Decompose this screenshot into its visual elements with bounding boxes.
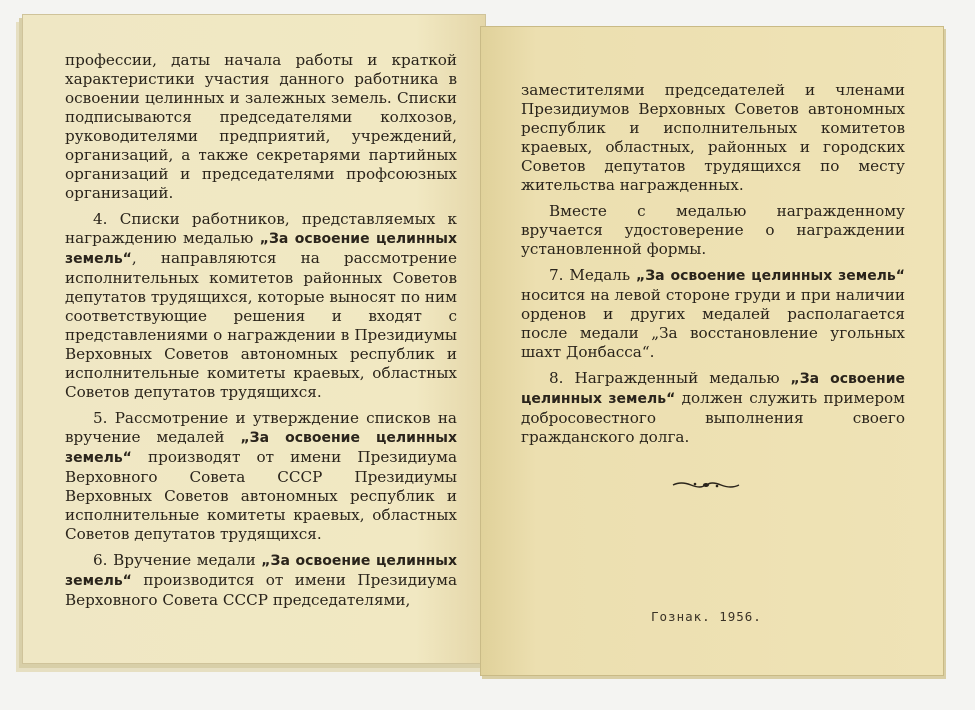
right-page-text	[521, 81, 905, 454]
paragraph	[521, 369, 905, 447]
medal-name-text: „За освоение целинных земель“	[65, 553, 457, 589]
left-page-text	[65, 51, 457, 617]
paragraph	[65, 551, 457, 610]
paragraph-text: носится на левой стороне груди и при наличии орденов и других медалей располагается после медали „За восстановление угольных шахт Донбасса“.	[521, 286, 905, 361]
paragraph-text: заместителями председателей и членами Президиумов Верховных Советов автономных республик и исполнительных комитетов краевых, областных, районных и городских Советов депутатов трудящихся по месту жительства награжденных.	[521, 81, 905, 194]
flourish-ornament-icon	[671, 479, 741, 491]
paragraph-text: производят от имени Президиума Верховного Совета СССР Президиумы Верховных Советов автономных республик и исполнительные комитеты краевых, областных Советов депутатов трудящихся.	[65, 448, 457, 543]
paragraph-text: профессии, даты начала работы и краткой характеристики участия данного работника в освоении целинных и залежных земель. Списки подписываются председателями колхозов, руководителями предприятий, учреждений, организаций, а также секретарями партийных организаций и председателями профсоюзных организаций.	[65, 51, 457, 202]
paragraph	[65, 409, 457, 544]
left-page	[22, 14, 486, 664]
paragraph-text: 7. Медаль	[549, 266, 637, 284]
printer-imprint: Гознак. 1956.	[651, 609, 762, 624]
paragraph-text: 6. Вручение медали	[93, 551, 262, 569]
paragraph	[65, 210, 457, 402]
paragraph-text: , направляются на рассмотрение исполнительных комитетов районных Советов депутатов трудящихся, которые выносят по ним соответствующие решения и входят с представлениями о награждении в Президиумы Верховных Советов автономных республик и исполнительные комитеты краевых, областных Советов депутатов трудящихся.	[65, 249, 457, 401]
right-page	[480, 26, 944, 676]
paragraph	[521, 202, 905, 259]
paragraph	[521, 266, 905, 362]
paragraph-text: должен служить примером добросовестного выполнения своего гражданского долга.	[521, 389, 905, 446]
paragraph	[65, 51, 457, 203]
medal-name-text: „За освоение целинных земель“	[65, 430, 457, 466]
paragraph-text: производится от имени Президиума Верховного Совета СССР председателями,	[65, 571, 457, 609]
medal-name-text: „За освоение целинных земель“	[521, 371, 905, 407]
medal-name-text: „За освоение целинных земель“	[636, 268, 905, 284]
paragraph-text: 8. Награжденный медалью	[549, 369, 791, 387]
paragraph	[521, 81, 905, 195]
paragraph-text: 5. Рассмотрение и утверждение списков на вручение медалей	[65, 409, 457, 446]
paragraph-text: Вместе с медалью награжденному вручается удостоверение о награждении установленной формы.	[521, 202, 905, 258]
medal-name-text: „За освоение целинных земель“	[65, 231, 457, 267]
paragraph-text: 4. Списки работников, представляемых к награждению медалью	[65, 210, 457, 247]
